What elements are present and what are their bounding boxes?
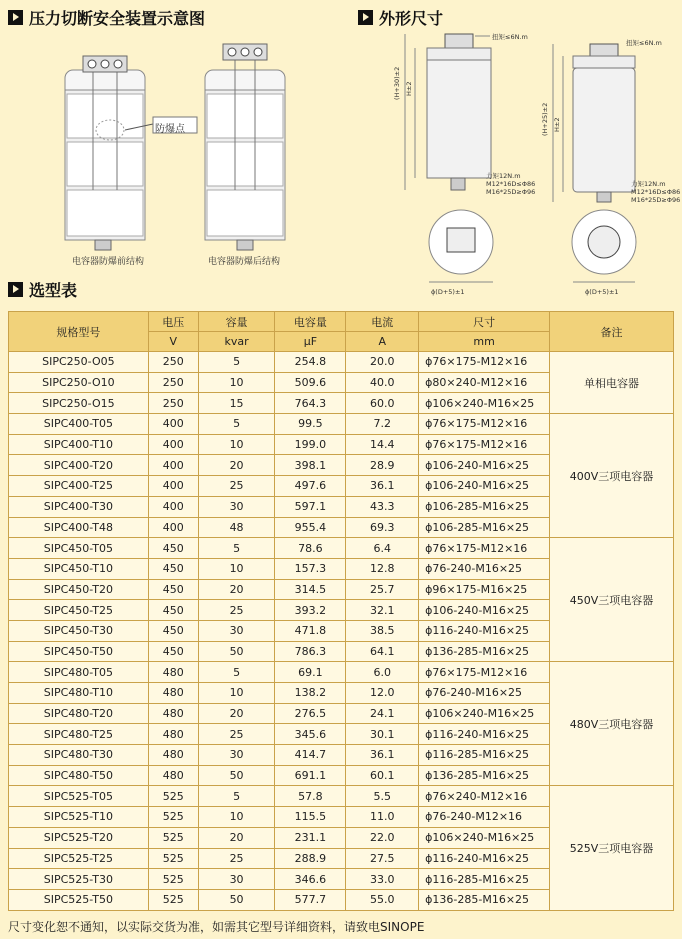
cell-model: SIPC480-T30 xyxy=(9,745,149,766)
cell-capacity: 5 xyxy=(198,538,275,559)
cell-capacity: 25 xyxy=(198,600,275,621)
cell-model: SIPC480-T20 xyxy=(9,703,149,724)
cell-capacitance: 393.2 xyxy=(275,600,346,621)
cell-capacity: 5 xyxy=(198,414,275,435)
cell-current: 22.0 xyxy=(346,827,419,848)
cell-capacitance: 577.7 xyxy=(275,889,346,910)
cell-model: SIPC450-T30 xyxy=(9,620,149,641)
cell-voltage: 400 xyxy=(148,517,198,538)
cell-capacitance: 115.5 xyxy=(275,807,346,828)
cell-voltage: 250 xyxy=(148,352,198,373)
cell-capacity: 10 xyxy=(198,372,275,393)
cell-current: 14.4 xyxy=(346,434,419,455)
cell-model: SIPC250-O15 xyxy=(9,393,149,414)
cell-capacity: 20 xyxy=(198,455,275,476)
outline-capacitor-left xyxy=(405,34,493,282)
height-left-inner: H±2 xyxy=(405,81,413,96)
cell-model: SIPC450-T25 xyxy=(9,600,149,621)
cell-current: 25.7 xyxy=(346,579,419,600)
cell-voltage: 525 xyxy=(148,848,198,869)
shape-title-text: 外形尺寸 xyxy=(379,9,444,28)
cell-capacity: 25 xyxy=(198,848,275,869)
footer-note: 尺寸变化恕不通知，以实际交货为准，如需其它型号详细资料，请致电SINOPE xyxy=(8,920,425,934)
caption-before: 电容器防爆前结构 xyxy=(72,257,145,267)
cell-size: ϕ136-285-M16×25 xyxy=(419,889,550,910)
outline-dimension-diagram xyxy=(395,30,680,290)
cell-current: 12.0 xyxy=(346,683,419,704)
cell-capacity: 10 xyxy=(198,558,275,579)
torque-top-right: 扭矩≤6N.m xyxy=(626,39,662,47)
cell-model: SIPC480-T25 xyxy=(9,724,149,745)
cell-capacitance: 955.4 xyxy=(275,517,346,538)
cell-size: ϕ116-285-M16×25 xyxy=(419,745,550,766)
header-current: 电流 xyxy=(346,312,419,332)
table-row xyxy=(9,786,674,807)
caption-after: 电容器防爆后结构 xyxy=(208,257,281,267)
cell-current: 24.1 xyxy=(346,703,419,724)
torque-bottom-left: 力矩12N.m xyxy=(486,172,521,180)
cell-size: ϕ76×175-M12×16 xyxy=(419,662,550,683)
table-title-text: 选型表 xyxy=(29,281,78,300)
cell-capacitance: 691.1 xyxy=(275,765,346,786)
cell-current: 33.0 xyxy=(346,869,419,890)
cell-voltage: 400 xyxy=(148,496,198,517)
cell-model: SIPC400-T10 xyxy=(9,434,149,455)
cell-capacitance: 764.3 xyxy=(275,393,346,414)
cell-capacity: 10 xyxy=(198,807,275,828)
cell-capacity: 30 xyxy=(198,620,275,641)
cell-voltage: 450 xyxy=(148,641,198,662)
cell-voltage: 450 xyxy=(148,620,198,641)
cell-capacity: 20 xyxy=(198,703,275,724)
cell-note: 400V三项电容器 xyxy=(550,414,674,538)
cell-voltage: 400 xyxy=(148,434,198,455)
cell-voltage: 250 xyxy=(148,372,198,393)
cell-capacitance: 231.1 xyxy=(275,827,346,848)
cell-capacitance: 199.0 xyxy=(275,434,346,455)
cell-voltage: 400 xyxy=(148,455,198,476)
safety-title-text: 压力切断安全装置示意图 xyxy=(29,9,206,28)
cell-size: ϕ76-240-M16×25 xyxy=(419,558,550,579)
cell-voltage: 400 xyxy=(148,414,198,435)
header-capacity: 容量 xyxy=(198,312,275,332)
height-left-outer: (H+30)±2 xyxy=(393,66,401,100)
cell-model: SIPC450-T50 xyxy=(9,641,149,662)
cell-current: 6.0 xyxy=(346,662,419,683)
cell-current: 60.0 xyxy=(346,393,419,414)
cell-capacitance: 99.5 xyxy=(275,414,346,435)
cell-size: ϕ106-240-M16×25 xyxy=(419,600,550,621)
cell-capacitance: 288.9 xyxy=(275,848,346,869)
capacitor-after-drawing xyxy=(205,44,285,250)
cell-size: ϕ116-285-M16×25 xyxy=(419,869,550,890)
cell-model: SIPC400-T30 xyxy=(9,496,149,517)
cell-size: ϕ80×240-M12×16 xyxy=(419,372,550,393)
cell-current: 43.3 xyxy=(346,496,419,517)
cell-capacitance: 597.1 xyxy=(275,496,346,517)
cell-capacitance: 157.3 xyxy=(275,558,346,579)
cell-capacitance: 276.5 xyxy=(275,703,346,724)
cell-voltage: 525 xyxy=(148,786,198,807)
cell-size: ϕ96×175-M16×25 xyxy=(419,579,550,600)
cell-size: ϕ76-240-M16×25 xyxy=(419,683,550,704)
cell-capacity: 48 xyxy=(198,517,275,538)
header-capacitance: 电容量 xyxy=(275,312,346,332)
cell-current: 6.4 xyxy=(346,538,419,559)
cell-capacity: 10 xyxy=(198,434,275,455)
cell-capacity: 50 xyxy=(198,641,275,662)
cell-note: 450V三项电容器 xyxy=(550,538,674,662)
cell-voltage: 480 xyxy=(148,703,198,724)
cell-model: SIPC480-T05 xyxy=(9,662,149,683)
cell-size: ϕ106×240-M16×25 xyxy=(419,827,550,848)
safety-section-title xyxy=(8,6,205,29)
bolt-b-left: M16*25D≥Φ96 xyxy=(486,188,536,196)
cell-model: SIPC250-O05 xyxy=(9,352,149,373)
cell-capacitance: 497.6 xyxy=(275,476,346,497)
cell-current: 36.1 xyxy=(346,476,419,497)
cell-capacity: 5 xyxy=(198,662,275,683)
cell-model: SIPC400-T25 xyxy=(9,476,149,497)
cell-capacity: 30 xyxy=(198,496,275,517)
cell-size: ϕ136-285-M16×25 xyxy=(419,765,550,786)
cell-model: SIPC480-T10 xyxy=(9,683,149,704)
cell-capacitance: 69.1 xyxy=(275,662,346,683)
cell-voltage: 480 xyxy=(148,724,198,745)
cell-capacitance: 314.5 xyxy=(275,579,346,600)
cell-size: ϕ106-240-M16×25 xyxy=(419,476,550,497)
cell-voltage: 450 xyxy=(148,558,198,579)
cell-model: SIPC525-T05 xyxy=(9,786,149,807)
bolt-b-right: M16*25D≥Φ96 xyxy=(631,196,681,204)
outline-capacitor-right xyxy=(553,44,636,282)
cell-capacity: 50 xyxy=(198,889,275,910)
header-note: 备注 xyxy=(550,312,674,352)
unit-capacity: kvar xyxy=(198,332,275,352)
cell-size: ϕ116-240-M16×25 xyxy=(419,724,550,745)
unit-capacitance: μF xyxy=(275,332,346,352)
bolt-a-left: M12*16D≤Φ86 xyxy=(486,180,536,188)
cell-current: 40.0 xyxy=(346,372,419,393)
cell-voltage: 450 xyxy=(148,600,198,621)
table-row xyxy=(9,414,674,435)
cell-capacitance: 345.6 xyxy=(275,724,346,745)
cell-capacitance: 57.8 xyxy=(275,786,346,807)
cell-voltage: 525 xyxy=(148,889,198,910)
cell-size: ϕ136-285-M16×25 xyxy=(419,641,550,662)
cell-current: 28.9 xyxy=(346,455,419,476)
unit-size: mm xyxy=(419,332,550,352)
cell-capacitance: 509.6 xyxy=(275,372,346,393)
cell-current: 36.1 xyxy=(346,745,419,766)
cell-model: SIPC525-T50 xyxy=(9,889,149,910)
cell-voltage: 480 xyxy=(148,662,198,683)
cell-size: ϕ76×240-M12×16 xyxy=(419,786,550,807)
cell-model: SIPC480-T50 xyxy=(9,765,149,786)
cell-size: ϕ76×175-M12×16 xyxy=(419,352,550,373)
cell-current: 32.1 xyxy=(346,600,419,621)
cell-model: SIPC525-T25 xyxy=(9,848,149,869)
selection-table-body xyxy=(9,312,674,911)
table-row xyxy=(9,662,674,683)
cell-voltage: 525 xyxy=(148,869,198,890)
header-model: 规格型号 xyxy=(9,312,149,352)
cell-model: SIPC400-T05 xyxy=(9,414,149,435)
cell-current: 5.5 xyxy=(346,786,419,807)
cell-note: 525V三项电容器 xyxy=(550,786,674,910)
cell-size: ϕ116-240-M16×25 xyxy=(419,620,550,641)
cell-current: 11.0 xyxy=(346,807,419,828)
header-voltage: 电压 xyxy=(148,312,198,332)
cell-capacity: 20 xyxy=(198,579,275,600)
cell-capacity: 5 xyxy=(198,352,275,373)
cell-capacity: 25 xyxy=(198,724,275,745)
cell-voltage: 400 xyxy=(148,476,198,497)
diameter-right: ϕ(D+5)±1 xyxy=(585,288,619,296)
cell-capacitance: 786.3 xyxy=(275,641,346,662)
cell-capacity: 10 xyxy=(198,683,275,704)
cell-voltage: 525 xyxy=(148,807,198,828)
cell-current: 69.3 xyxy=(346,517,419,538)
cell-capacitance: 471.8 xyxy=(275,620,346,641)
cell-voltage: 480 xyxy=(148,683,198,704)
cell-model: SIPC450-T20 xyxy=(9,579,149,600)
cell-voltage: 250 xyxy=(148,393,198,414)
cell-voltage: 450 xyxy=(148,538,198,559)
arrow-icon xyxy=(8,282,23,297)
cell-size: ϕ116-240-M16×25 xyxy=(419,848,550,869)
table-header-row xyxy=(9,312,674,332)
cell-model: SIPC450-T05 xyxy=(9,538,149,559)
bolt-a-right: M12*16D≤Φ86 xyxy=(631,188,681,196)
cell-model: SIPC450-T10 xyxy=(9,558,149,579)
arrow-icon xyxy=(358,10,373,25)
cell-capacity: 25 xyxy=(198,476,275,497)
selection-table xyxy=(8,311,674,911)
table-section-title xyxy=(8,278,77,301)
cell-model: SIPC525-T30 xyxy=(9,869,149,890)
unit-current: A xyxy=(346,332,419,352)
cell-size: ϕ106-285-M16×25 xyxy=(419,496,550,517)
diameter-left: ϕ(D+5)±1 xyxy=(431,288,465,296)
cell-size: ϕ76×175-M12×16 xyxy=(419,414,550,435)
capacitor-structure-diagram xyxy=(55,40,295,260)
table-row xyxy=(9,538,674,559)
cell-model: SIPC525-T10 xyxy=(9,807,149,828)
cell-voltage: 525 xyxy=(148,827,198,848)
torque-bottom-right: 力矩12N.m xyxy=(631,180,666,188)
cell-capacitance: 398.1 xyxy=(275,455,346,476)
cell-size: ϕ76×175-M12×16 xyxy=(419,434,550,455)
cell-capacity: 30 xyxy=(198,745,275,766)
cell-capacitance: 414.7 xyxy=(275,745,346,766)
cell-size: ϕ106-240-M16×25 xyxy=(419,455,550,476)
shape-section-title xyxy=(358,6,443,29)
cell-current: 27.5 xyxy=(346,848,419,869)
cell-capacitance: 78.6 xyxy=(275,538,346,559)
cell-model: SIPC250-O10 xyxy=(9,372,149,393)
cell-current: 7.2 xyxy=(346,414,419,435)
cell-capacity: 50 xyxy=(198,765,275,786)
height-right-outer: (H+25)±2 xyxy=(541,102,549,136)
torque-top-left: 扭矩≤6N.m xyxy=(492,33,528,41)
cell-voltage: 450 xyxy=(148,579,198,600)
cell-note: 480V三项电容器 xyxy=(550,662,674,786)
cell-current: 12.8 xyxy=(346,558,419,579)
cell-capacity: 20 xyxy=(198,827,275,848)
cell-capacitance: 138.2 xyxy=(275,683,346,704)
cell-capacity: 30 xyxy=(198,869,275,890)
height-right-inner: H±2 xyxy=(553,117,561,132)
cell-model: SIPC525-T20 xyxy=(9,827,149,848)
cell-capacity: 15 xyxy=(198,393,275,414)
cell-current: 30.1 xyxy=(346,724,419,745)
cell-capacitance: 254.8 xyxy=(275,352,346,373)
cell-size: ϕ106-285-M16×25 xyxy=(419,517,550,538)
table-row xyxy=(9,352,674,373)
cell-size: ϕ106×240-M16×25 xyxy=(419,393,550,414)
unit-voltage: V xyxy=(148,332,198,352)
cell-model: SIPC400-T48 xyxy=(9,517,149,538)
capacitor-before-drawing xyxy=(65,56,145,250)
cell-voltage: 480 xyxy=(148,745,198,766)
header-size: 尺寸 xyxy=(419,312,550,332)
cell-current: 38.5 xyxy=(346,620,419,641)
cell-size: ϕ106×240-M16×25 xyxy=(419,703,550,724)
cell-size: ϕ76-240-M12×16 xyxy=(419,807,550,828)
cell-capacity: 5 xyxy=(198,786,275,807)
cell-current: 64.1 xyxy=(346,641,419,662)
cell-size: ϕ76×175-M12×16 xyxy=(419,538,550,559)
cell-voltage: 480 xyxy=(148,765,198,786)
cell-current: 55.0 xyxy=(346,889,419,910)
cell-current: 60.1 xyxy=(346,765,419,786)
cell-current: 20.0 xyxy=(346,352,419,373)
cell-model: SIPC400-T20 xyxy=(9,455,149,476)
cell-capacitance: 346.6 xyxy=(275,869,346,890)
cell-note: 单相电容器 xyxy=(550,352,674,414)
explosion-point-label: 防爆点 xyxy=(155,124,185,135)
arrow-icon xyxy=(8,10,23,25)
